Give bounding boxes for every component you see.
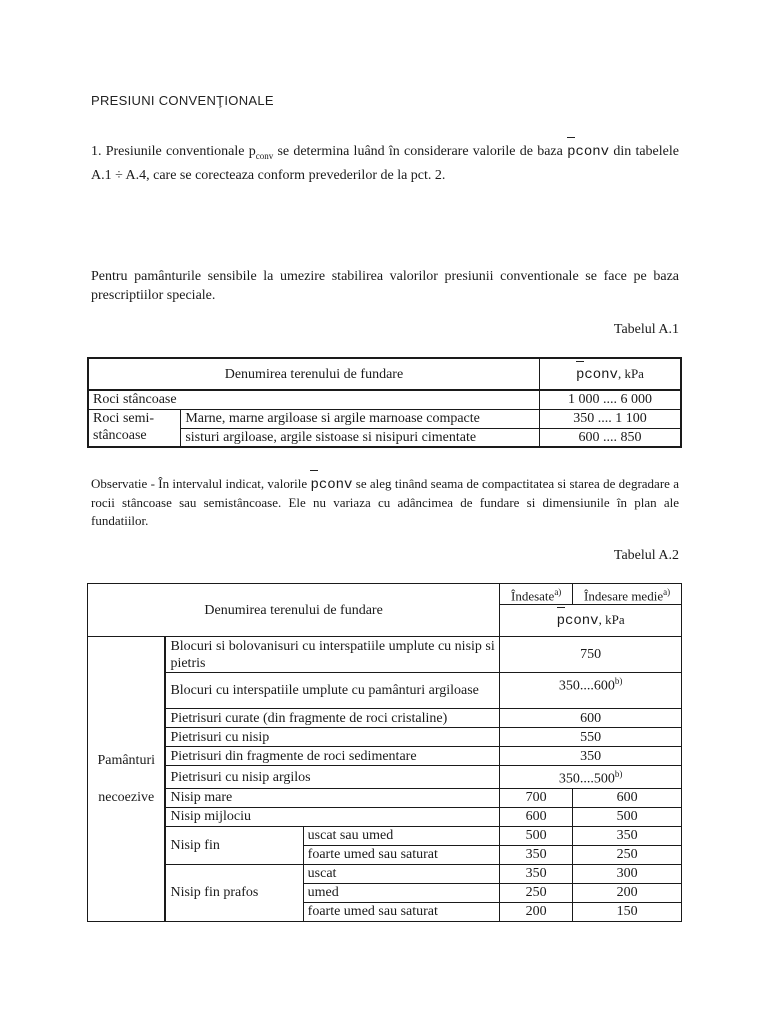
table2-row12-name: umed [303, 883, 500, 902]
observatie-paragraph [91, 475, 679, 530]
table2-group-nisip-fin: Nisip fin [165, 826, 303, 864]
table2-header-name: Denumirea terenului de fundare [88, 584, 500, 637]
table2-col-indesare-medie: Îndesare medie$^{a)}$ [573, 584, 682, 605]
table1-row2-value: 350 .... 1 100 [539, 409, 681, 428]
table2-row11-value2: 300 [573, 864, 682, 883]
table1-row1-value: 1 000 .... 6 000 [539, 390, 681, 409]
table2-row11-name: uscat [303, 864, 500, 883]
table2-row6-value: 350....500$^{b)}$ [500, 766, 682, 789]
table1-group-label: Roci semi-stâncoase [88, 409, 181, 447]
table2-row1-name: Blocuri si bolovanisuri cu interspatiile umplute cu nisip si pietris [165, 637, 499, 673]
table1-caption: Tabelul A.1 [613, 322, 679, 337]
table2-row7-value2: 600 [573, 788, 682, 807]
observatie-text-start: Observatie - În intervalul indicat, valorile [91, 476, 311, 491]
table2-row5-value: 350 [500, 747, 682, 766]
table2-row9-value1: 500 [500, 826, 573, 845]
table2-row11-value1: 350 [500, 864, 573, 883]
table2-row5-name: Pietrisuri din fragmente de roci sedimentare [165, 747, 499, 766]
table2-row6-name: Pietrisuri cu nisip argilos [165, 766, 499, 789]
table2-row8-name: Nisip mijlociu [165, 807, 499, 826]
table2-group-nisip-fin-prafos: Nisip fin prafos [165, 864, 303, 921]
table2-caption: Tabelul A.2 [613, 548, 679, 563]
table2-row13-value2: 150 [573, 902, 682, 921]
table-a2 [87, 583, 682, 922]
table2-row8-value1: 600 [500, 807, 573, 826]
table2-row4-name: Pietrisuri cu nisip [165, 728, 499, 747]
table2-row12-value2: 200 [573, 883, 682, 902]
pconv-symbol: pconv [567, 143, 609, 162]
intro-text-start: 1. Presiunile conventionale p [91, 144, 256, 159]
table-a1 [87, 357, 682, 448]
table2-row2-value: 350....600$^{b)}$ [500, 673, 682, 709]
table1-row1-name: Roci stâncoase [88, 390, 539, 409]
table2-row7-value1: 700 [500, 788, 573, 807]
intro-text-end: din tabelele A.1 ÷ A.4, care se corecteaza conform prevederilor de la pct. 2. [91, 144, 679, 183]
page-heading: PRESIUNI CONVENŢIONALE [91, 93, 274, 108]
table2-row10-value2: 250 [573, 845, 682, 864]
table2-row10-value1: 350 [500, 845, 573, 864]
table2-row10-name: foarte umed sau saturat [303, 845, 500, 864]
table2-row7-name: Nisip mare [165, 788, 499, 807]
table2-row4-value: 550 [500, 728, 682, 747]
pconv-symbol: pconv [310, 476, 352, 494]
table1-row2-name: Marne, marne argiloase si argile marnoase compacte [181, 409, 540, 428]
table2-row13-name: foarte umed sau saturat [303, 902, 500, 921]
table1-header-value: pconv, kPa [539, 358, 681, 390]
table1-header-name: Denumirea terenului de fundare [88, 358, 539, 390]
table2-col-indesate: Îndesate$^{a)}$ [500, 584, 573, 605]
table1-row3-name: sisturi argiloase, argile sistoase si nisipuri cimentate [181, 428, 540, 447]
table2-row9-name: uscat sau umed [303, 826, 500, 845]
table2-row13-value1: 200 [500, 902, 573, 921]
observatie-text-end: se aleg tinând seama de compactitatea si starea de degradare a rocii stâncoase sau semistâncoase. Ele nu variaza cu adâncimea de fundare si dimensiunile în plan ale fundatiilor. [91, 476, 679, 528]
table2-row9-value2: 350 [573, 826, 682, 845]
table2-row2-name: Blocuri cu interspatiile umplute cu pamânturi argiloase [165, 673, 499, 709]
table2-row1-value: 750 [500, 637, 682, 673]
intro-paragraph [91, 142, 679, 185]
intro-text-middle: se determina luând în considerare valorile de baza [273, 144, 568, 159]
table2-row3-value: 600 [500, 709, 682, 728]
table2-row12-value1: 250 [500, 883, 573, 902]
table1-row3-value: 600 .... 850 [539, 428, 681, 447]
intro-subscript: conv [255, 150, 274, 161]
table2-group-label: Pamânturi necoezive [88, 637, 166, 922]
sensitive-soils-paragraph: Pentru pamânturile sensibile la umezire stabilirea valorilor presiunii conventionale se face pe baza prescriptiilor speciale. [91, 269, 679, 303]
table2-row3-name: Pietrisuri curate (din fragmente de roci cristaline) [165, 709, 499, 728]
table2-row8-value2: 500 [573, 807, 682, 826]
table2-header-value: pconv, kPa [500, 605, 682, 637]
